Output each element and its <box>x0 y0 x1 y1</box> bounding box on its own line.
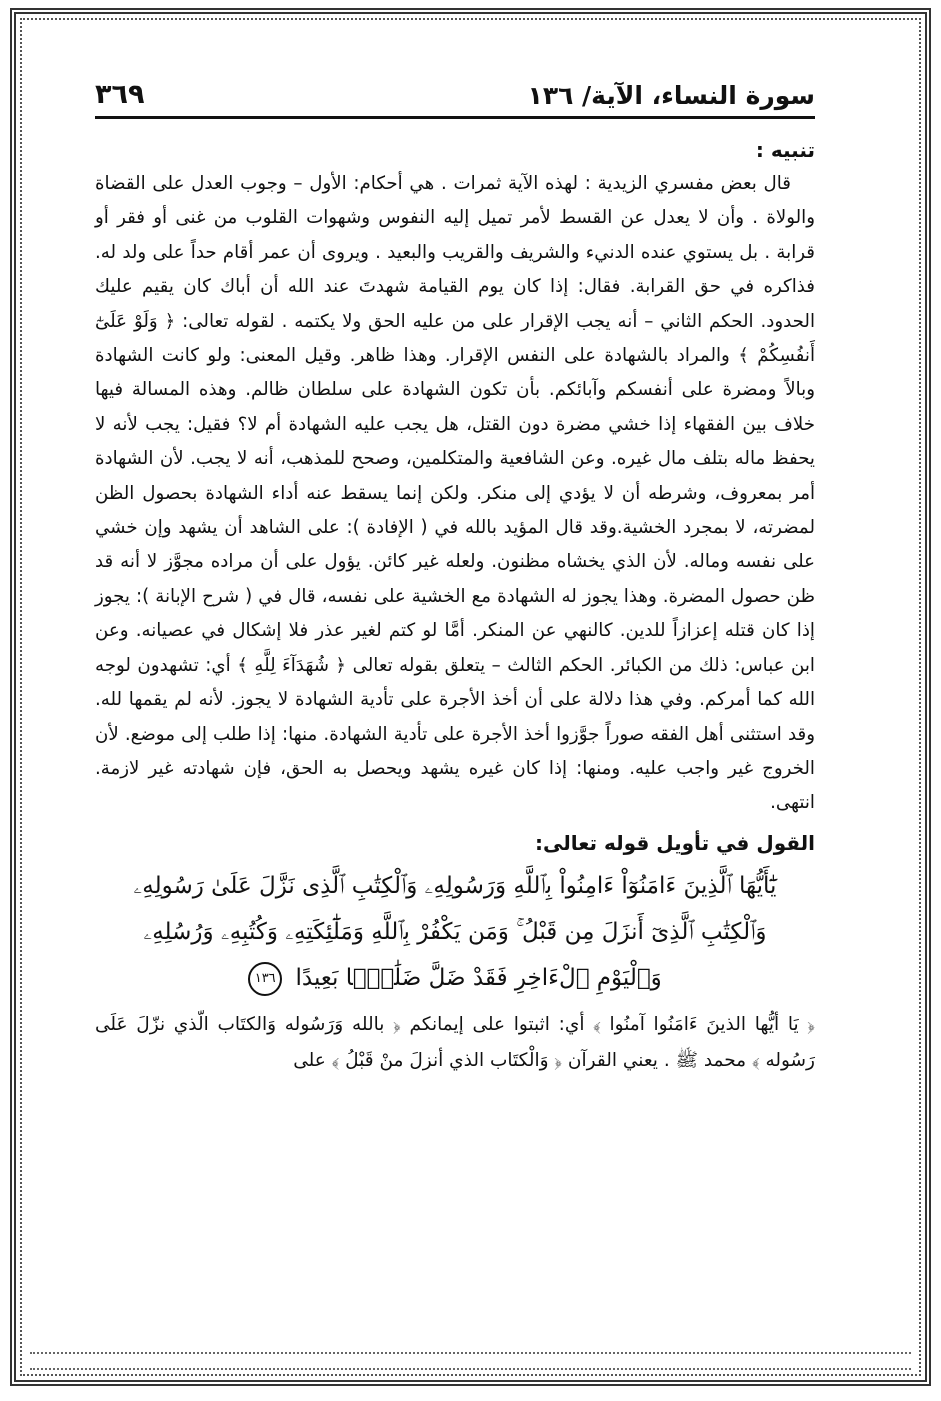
ayah-number-badge: ١٣٦ <box>248 962 282 996</box>
quran-verse <box>95 863 815 1001</box>
verse-line: وَٱلْكِتَٰبِ ٱلَّذِىٓ أَنزَلَ مِن قَبْلُ ۚ وَمَن يَكْفُرْ بِٱللَّهِ وَمَلَٰٓئِكَتِهِۦ وَكُتُبِهِۦ وَرُسُلِهِۦ <box>143 918 767 945</box>
notice-heading: تنبيه : <box>755 138 815 162</box>
page-body <box>95 133 815 1079</box>
verse-line: وَٱلْيَوْمِ ٱلْءَاخِرِ فَقَدْ ضَلَّ ضَلَٰلًۢا بَعِيدًا <box>295 964 662 991</box>
book-page <box>95 72 815 1322</box>
decorative-footer-border <box>30 1352 911 1370</box>
section-title: القول في تأويل قوله تعالى: <box>535 830 815 855</box>
verse-line: يَٰٓأَيُّهَا ٱلَّذِينَ ءَامَنُوٓاْ ءَامِنُواْ بِٱللَّهِ وَرَسُولِهِۦ وَٱلْكِتَٰبِ ٱلَّذِى نَزَّلَ عَلَىٰ رَسُولِهِۦ <box>133 872 777 899</box>
verse-line-last <box>113 955 797 1001</box>
notice-paragraph: قال بعض مفسري الزيدية : لهذه الآية ثمرات . هي أحكام: الأول – وجوب العدل على القضاة والولاة . وأن لا يعدل عن القسط لأمر تميل إليه النفوس وشهوات القلوب من غنى أو فقر أو قرابة . بل يستوي عنده الدنيء والشريف والقريب والبعيد . ويروى أن عمر أقام حداً على ولد له. فذاكره في حق القرابة. فقال: إذا كان يوم القيامة شهدتَ عند الله أن أباك كان يقيم عليك الحدود. الحكم الثاني – أنه يجب الإقرار على من عليه الحق ولا يكتمه . لقوله تعالى: ﴿ وَلَوْ عَلَىٰٓ أَنفُسِكُمْ ﴾ والمراد بالشهادة على النفس الإقرار. وهذا ظاهر. وقيل المعنى: ولو كانت الشهادة وبالاً ومضرة على أنفسكم وآبائكم. بأن تكون الشهادة على سلطان ظالم. وهذه المسالة فيها خلاف بين الفقهاء إذا خشي مضرة دون القتل، هل يجب عليه الشهادة أم لا؟ فقيل: يجب لأنه لا يحفظ ماله بتلف مال غيره. وعن الشافعية والمتكلمين، وصحح للمذهب، أنه لا يجب. لأن الشهادة أمر بمعروف، وشرطه أن لا يؤدي إلى منكر. ولكن إنما يسقط عنه أداء الشهادة بحصول الظن لمضرته، لا بمجرد الخشية.وقد قال المؤيد بالله في ( الإفادة ): على الشاهد أن يشهد وإن خشي على نفسه وماله. لأن الذي يخشاه مظنون. ولعله غير كائن. يؤول على أن مراده مجوَّز لا أنه قد ظن حصول المضرة. وهذا يجوز له الشهادة مع الخشية على نفسه، قال في ( شرح الإبانة ): يجوز إذا كان قتله إعزازاً للدين. كالنهي عن المنكر. أمَّا لو كتم لغير عذر فلا إشكال في عصيانه. وعن ابن عباس: ذلك من الكبائر. الحكم الثالث – يتعلق بقوله تعالى ﴿ شُهَدَآءَ لِلَّهِ ﴾ أي: تشهدون لوجه الله كما أمركم. وفي هذا دلالة على أن أخذ الأجرة على تأدية الشهادة لا يجوز. لأنه لم يقمها لله. وقد استثنى أهل الفقه صوراً جوَّزوا أخذ الأجرة على تأدية الشهادة. منها: إذا طلب إلى موضع. لأن الخروج غير واجب عليه. ومنها: إذا كان غيره يشهد ويحصل به الحق، فإن شهادته غير لازمة. انتهى. <box>95 173 815 814</box>
running-title: سورة النساء، الآية/ ١٣٦ <box>527 81 815 110</box>
commentary-text: ﴿ يَا أيُّها الذينَ ءَامَنُوا آمنُوا ﴾ أي: اثبتوا على إيمانكم ﴿ بالله وَرَسُوله وَالكتَاب الّذي نزّلَ عَلَى رَسُوله ﴾ محمد ﷺ . يعني القرآن ﴿ وَالْكتَاب الذي أنزلَ منْ قَبْلُ ﴾ على <box>95 1013 815 1071</box>
page-number: ٣٦٩ <box>95 79 145 110</box>
page-header <box>95 72 815 119</box>
